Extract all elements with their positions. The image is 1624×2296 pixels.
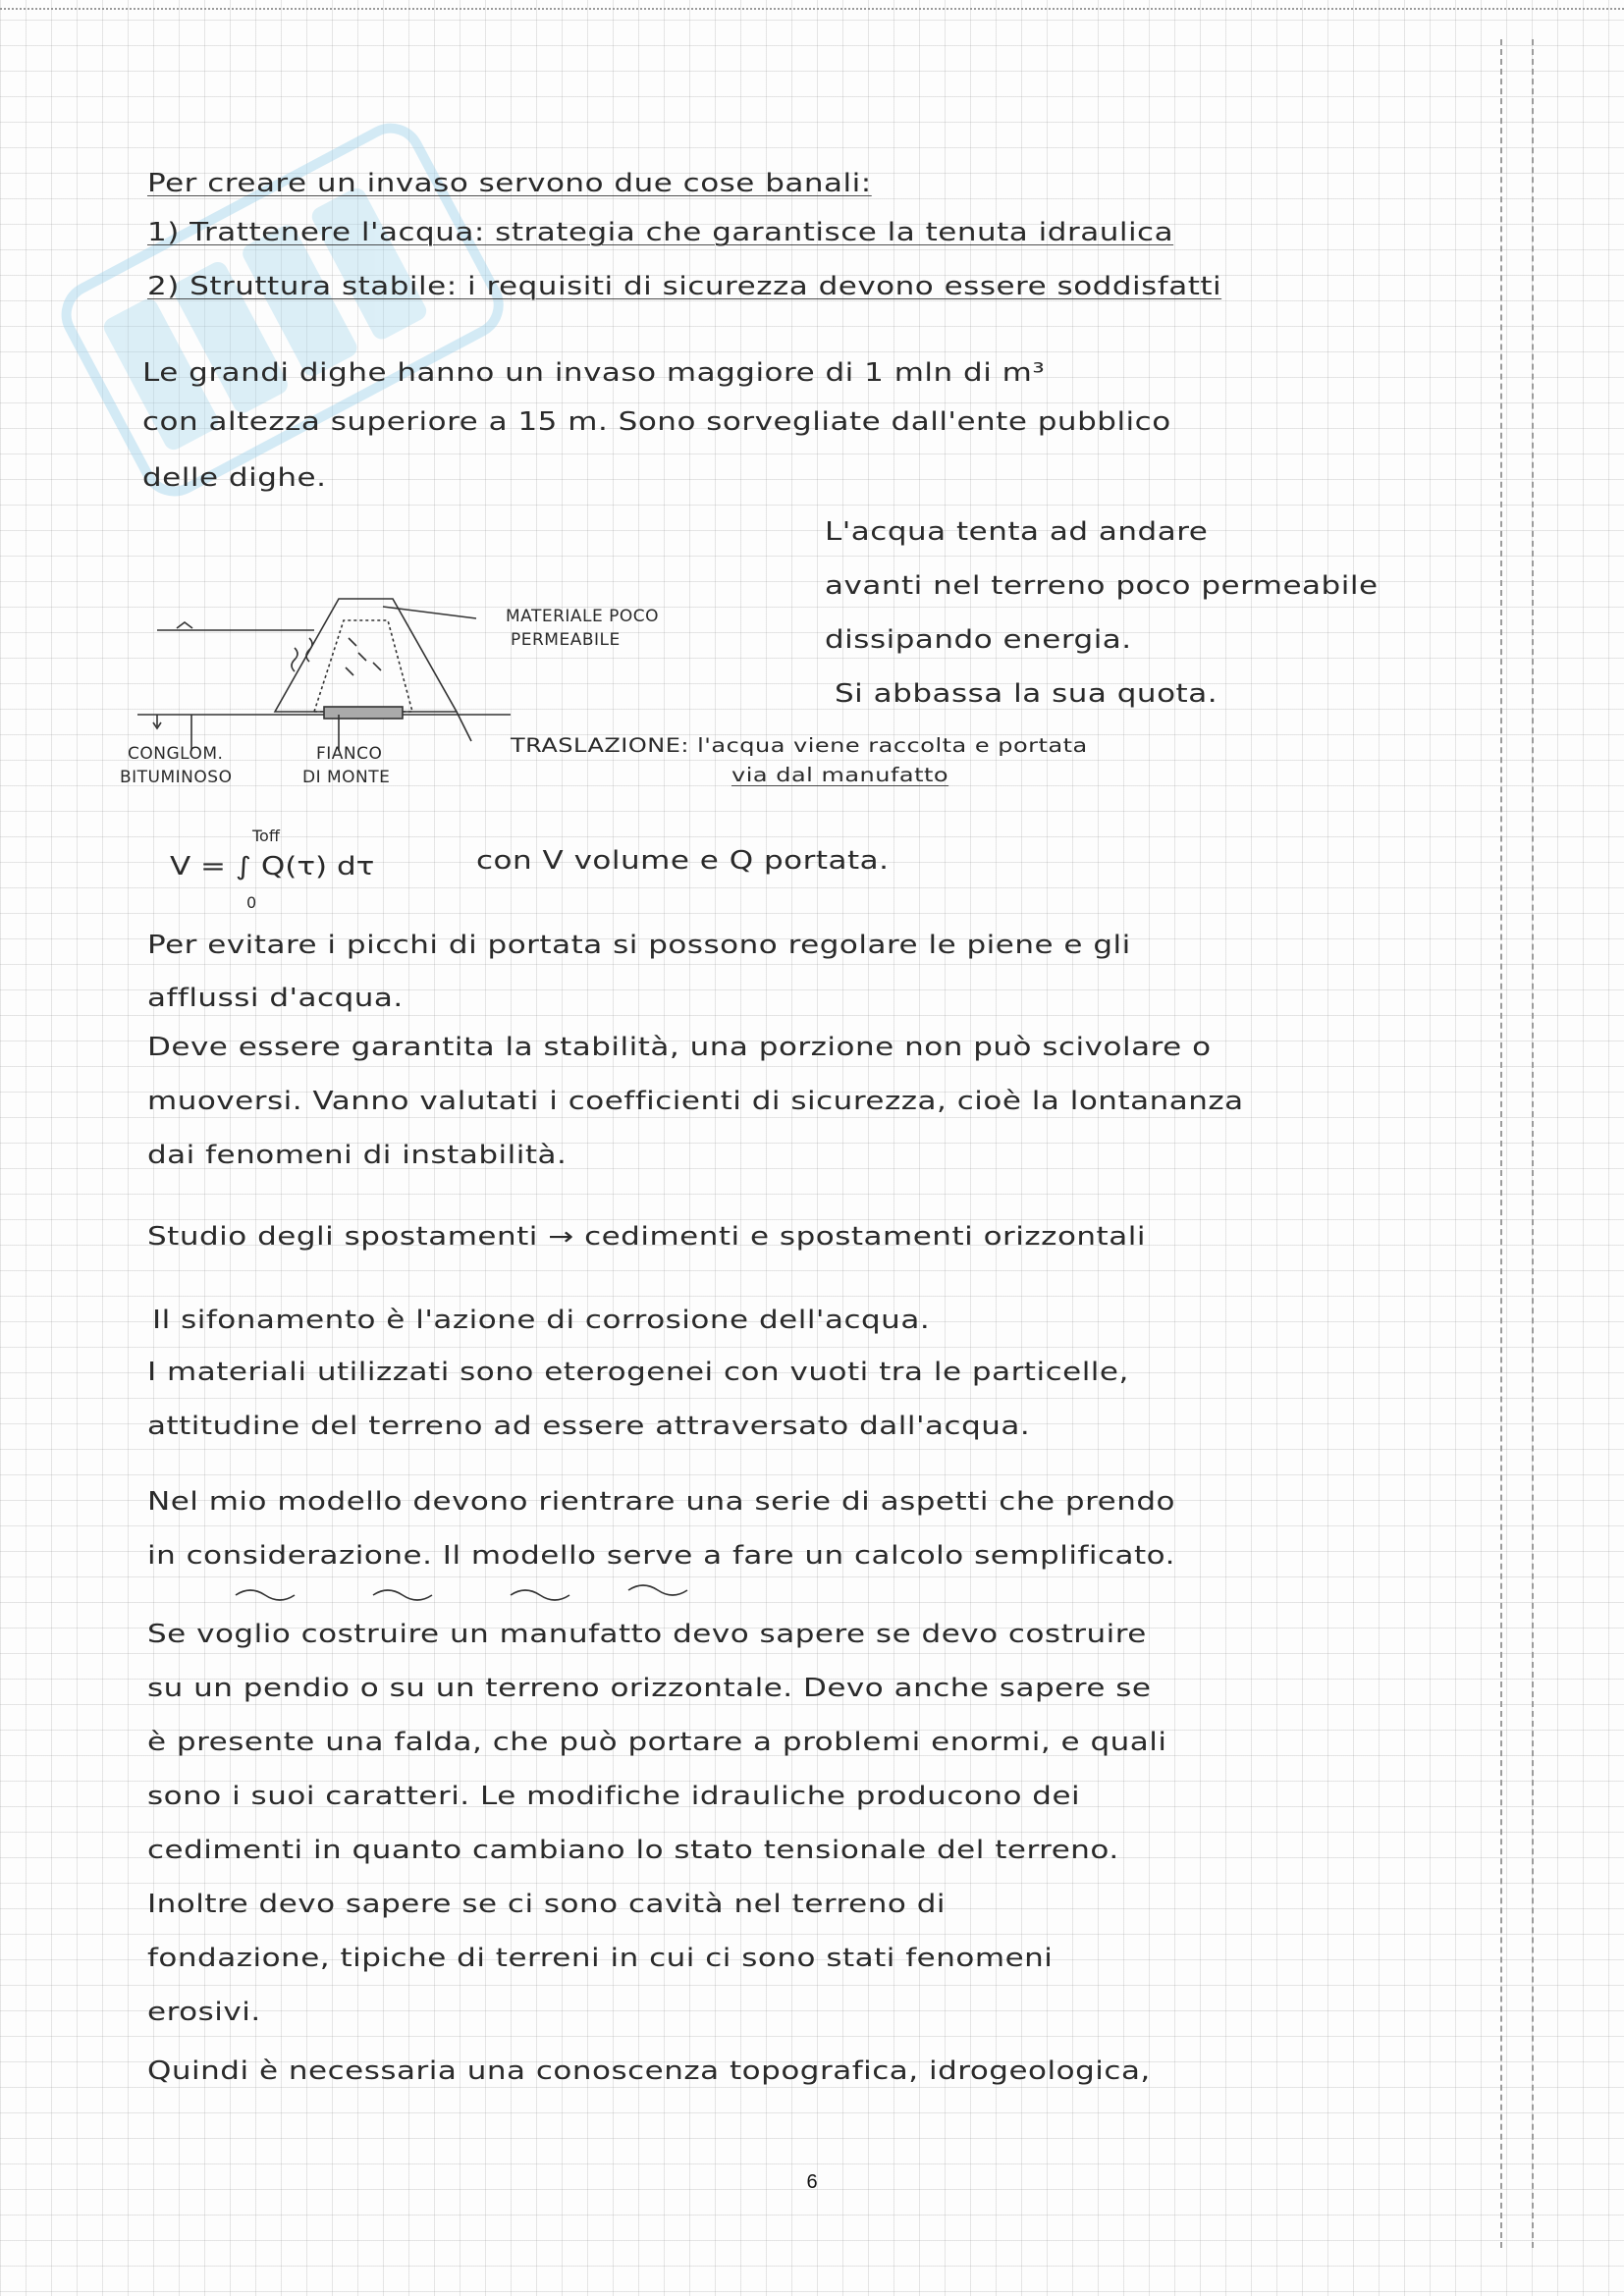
note-line: sono i suoi caratteri. Le modifiche idrauliche producono dei (147, 1782, 1081, 1811)
note-line: dissipando energia. (825, 625, 1132, 655)
note-line: su un pendio o su un terreno orizzontale. Devo anche sapere se (147, 1674, 1152, 1703)
note-line: Quindi è necessaria una conoscenza topografica, idrogeologica, (147, 2056, 1151, 2086)
note-line: cedimenti in quanto cambiano lo stato tensionale del terreno. (147, 1836, 1119, 1865)
note-line: Per creare un invaso servono due cose banali: (147, 169, 872, 198)
note-line: TRASLAZIONE: l'acqua viene raccolta e portata (511, 734, 1088, 757)
note-line: afflussi d'acqua. (147, 984, 404, 1013)
note-line: con altezza superiore a 15 m. Sono sorvegliate dall'ente pubblico (142, 407, 1171, 437)
note-line: fondazione, tipiche di terreni in cui ci sono stati fenomeni (147, 1944, 1054, 1973)
underline-squiggles (216, 1580, 707, 1610)
note-line: Studio degli spostamenti → cedimenti e spostamenti orizzontali (147, 1222, 1146, 1252)
top-edge-line (0, 8, 1624, 10)
label-material: MATERIALE POCO (506, 607, 660, 626)
label-conglom: CONGLOM. (128, 744, 224, 764)
watermark-logo (29, 59, 540, 569)
note-line: in considerazione. Il modello serve a fare un calcolo semplificato. (147, 1541, 1175, 1571)
note-line: Se voglio costruire un manufatto devo sapere se devo costruire (147, 1620, 1147, 1649)
note-line: Inoltre devo sapere se ci sono cavità nel terreno di (147, 1890, 947, 1919)
note-line: avanti nel terreno poco permeabile (825, 571, 1379, 601)
note-line: I materiali utilizzati sono eterogenei con vuoti tra le particelle, (147, 1358, 1129, 1387)
label-fianco: FIANCO (316, 744, 383, 764)
formula-body: V = ∫ Q(τ) dτ (170, 852, 375, 881)
note-line: 2) Struttura stabile: i requisiti di sicurezza devono essere soddisfatti (147, 272, 1222, 301)
label-conglom-2: BITUMINOSO (120, 768, 233, 787)
note-line: Le grandi dighe hanno un invaso maggiore di 1 mln di m³ (142, 358, 1046, 388)
note-line: muoversi. Vanno valutati i coefficienti di sicurezza, cioè la lontananza (147, 1087, 1244, 1116)
note-line: attitudine del terreno ad essere attraversato dall'acqua. (147, 1412, 1031, 1441)
note-line: dai fenomeni di instabilità. (147, 1141, 568, 1170)
dam-diagram (137, 569, 569, 766)
note-line: con V volume e Q portata. (476, 846, 890, 876)
label-material-2: PERMEABILE (511, 630, 621, 650)
note-line: 1) Trattenere l'acqua: strategia che garantisce la tenuta idraulica (147, 218, 1174, 247)
note-line: delle dighe. (142, 463, 327, 493)
integral-lower-limit: 0 (246, 893, 257, 912)
page-number: 6 (806, 2171, 818, 2193)
note-line: Deve essere garantita la stabilità, una porzione non può scivolare o (147, 1033, 1212, 1062)
note-line: L'acqua tenta ad andare (825, 517, 1209, 547)
note-line: Si abbassa la sua quota. (835, 679, 1218, 709)
volume-formula (162, 827, 457, 915)
right-margin-line-outer (1532, 39, 1534, 2248)
right-margin-line (1500, 39, 1502, 2248)
note-line: erosivi. (147, 1998, 261, 2027)
note-line: è presente una falda, che può portare a problemi enormi, e quali (147, 1728, 1167, 1757)
note-line: Per evitare i picchi di portata si possono regolare le piene e gli (147, 931, 1131, 960)
integral-upper-limit: Toff (252, 827, 280, 845)
note-line: Nel mio modello devono rientrare una serie di aspetti che prendo (147, 1487, 1176, 1517)
note-line: via dal manufatto (731, 764, 949, 786)
note-line: Il sifonamento è l'azione di corrosione dell'acqua. (152, 1306, 931, 1335)
label-fianco-2: DI MONTE (302, 768, 391, 787)
